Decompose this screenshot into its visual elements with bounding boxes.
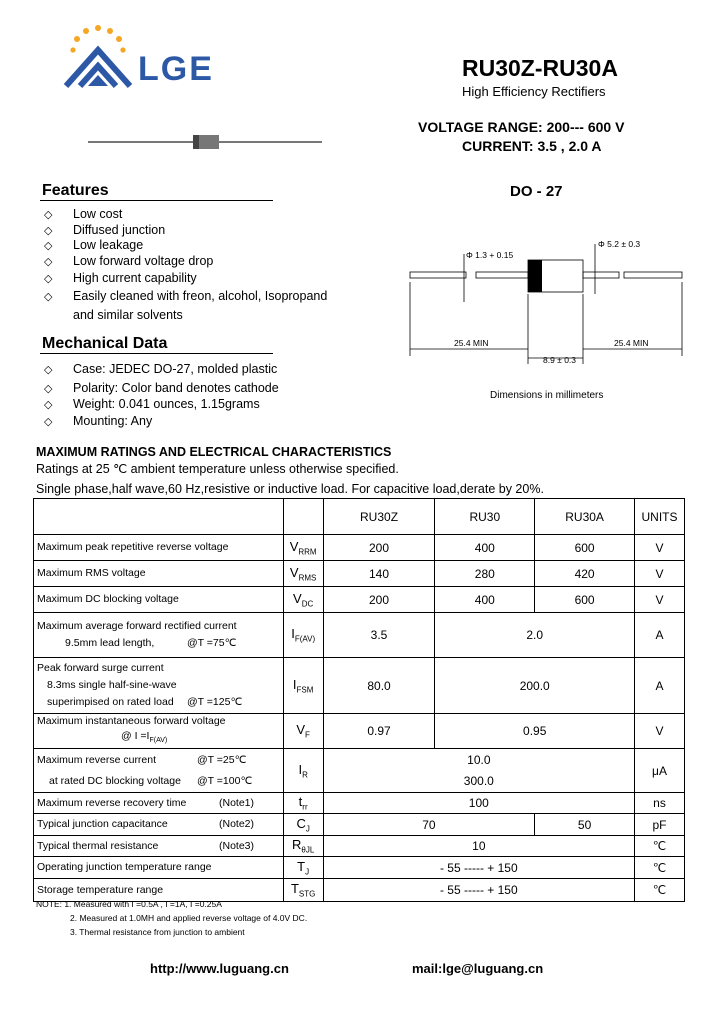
- table-row: Peak forward surge current 8.3ms single half-sine-wave superimpised on rated load @T =125℃ $I_{FSM}$ 80.0 200.0 A: [34, 658, 685, 714]
- diamond-icon: ◇: [44, 416, 53, 428]
- table-row: Maximum average forward rectified current 9.5mm lead length, @T =75℃ $I_{F(AV)}$ 3.5 2.0 A: [34, 613, 685, 658]
- table-row: Maximum RMS voltage $V_{RMS}$ 140 280 420 V: [34, 561, 685, 587]
- ratings-title: MAXIMUM RATINGS AND ELECTRICAL CHARACTERISTICS: [36, 445, 392, 459]
- feature-item: ◇ Low cost: [44, 207, 123, 221]
- table-row: Operating junction temperature range $T_J$ - 55 ----- + 150 ℃: [34, 857, 685, 879]
- features-title: Features: [42, 182, 109, 199]
- table-row: Maximum instantaneous forward voltage @ $I =I_{F(AV)}$ $V_F$ 0.97 0.95 V: [34, 714, 685, 749]
- lge-logo-mark: [58, 22, 138, 96]
- mechanical-rule: [40, 353, 273, 354]
- diamond-icon: ◇: [44, 399, 53, 411]
- lead-length-right-label: 25.4 MIN: [614, 338, 649, 348]
- dimension-note: Dimensions in millimeters: [490, 390, 604, 401]
- diamond-icon: ◇: [44, 225, 53, 237]
- feature-item: ◇ Low forward voltage drop: [44, 254, 214, 268]
- table-row: Maximum peak repetitive reverse voltage $V_{RRM}$ 200 400 600 V: [34, 535, 685, 561]
- feature-item: ◇ Easily cleaned with freon, alcohol, Isopropand: [44, 289, 328, 303]
- table-header-row: [34, 499, 685, 535]
- header-units: UNITS: [635, 499, 685, 535]
- table-row: Maximum reverse recovery time (Note1) $t_{rr}$ 100 ns: [34, 793, 685, 814]
- lead-diameter-label: Φ 1.3 + 0.15: [466, 250, 514, 260]
- ratings-table: [33, 498, 685, 902]
- header-ru30a: RU30A: [535, 499, 635, 535]
- subtitle: High Efficiency Rectifiers: [462, 84, 606, 99]
- diamond-icon: ◇: [44, 291, 53, 303]
- body-length-label: 8.9 ± 0.3: [543, 355, 577, 365]
- voltage-range: VOLTAGE RANGE: 200--- 600 V: [418, 119, 625, 135]
- website-link[interactable]: http://www.luguang.cn: [150, 961, 289, 976]
- table-row: Typical thermal resistance (Note3) $R_{\theta JL}$ 10 ℃: [34, 836, 685, 857]
- diamond-icon: ◇: [44, 383, 53, 395]
- lead-length-left-label: 25.4 MIN: [454, 338, 489, 348]
- body-diameter-label: Φ 5.2 ± 0.3: [598, 239, 641, 249]
- mechanical-title: Mechanical Data: [42, 335, 168, 352]
- table-row: Maximum DC blocking voltage $V_{DC}$ 200 400 600 V: [34, 587, 685, 613]
- mechanical-item: ◇ Weight: 0.041 ounces, 1.15grams: [44, 397, 260, 411]
- diamond-icon: ◇: [44, 364, 53, 376]
- part-number: RU30Z-RU30A: [462, 55, 618, 81]
- note-1: NOTE: 1. Measured with I =0.5A , I =1A, I =0.25A: [36, 899, 222, 909]
- header-ru30: RU30: [435, 499, 535, 535]
- table-row: Typical junction capacitance (Note2) $C_J$ 70 50 pF: [34, 814, 685, 836]
- diode-illustration: [86, 132, 326, 152]
- mechanical-item: ◇ Mounting: Any: [44, 414, 153, 428]
- current-rating: CURRENT: 3.5 , 2.0 A: [462, 138, 602, 154]
- diamond-icon: ◇: [44, 256, 53, 268]
- feature-item-continued: and similar solvents: [73, 308, 183, 322]
- note-3: 3. Thermal resistance from junction to ambient: [70, 927, 245, 937]
- mechanical-item: ◇ Case: JEDEC DO-27, molded plastic: [44, 362, 278, 376]
- mechanical-item: ◇ Polarity: Color band denotes cathode: [44, 381, 279, 395]
- feature-item: ◇ Low leakage: [44, 238, 144, 252]
- table-row: Maximum reverse current @T =25℃ at rated DC blocking voltage @T =100℃ $I_R$ 10.0 300.0 μA: [34, 749, 685, 793]
- package-dimension-drawing: [400, 232, 690, 372]
- feature-item: ◇ Diffused junction: [44, 223, 166, 237]
- header-ru30z: RU30Z: [323, 499, 435, 535]
- diamond-icon: ◇: [44, 209, 53, 221]
- features-rule: [40, 200, 273, 201]
- diamond-icon: ◇: [44, 240, 53, 252]
- package-name: DO - 27: [510, 183, 563, 200]
- table-row: Storage temperature range $T_{STG}$ - 55 ----- + 150 ℃: [34, 879, 685, 902]
- ratings-line-2: Single phase,half wave,60 Hz,resistive or inductive load. For capacitive load,derate by 20%.: [36, 482, 544, 496]
- email-link[interactable]: mail:lge@luguang.cn: [412, 961, 544, 976]
- logo-text: LGE: [138, 50, 214, 88]
- note-2: 2. Measured at 1.0MH and applied reverse voltage of 4.0V DC.: [70, 913, 308, 923]
- diamond-icon: ◇: [44, 273, 53, 285]
- ratings-line-1: Ratings at 25 ℃ ambient temperature unless otherwise specified.: [36, 462, 399, 476]
- feature-item: ◇ High current capability: [44, 271, 197, 285]
